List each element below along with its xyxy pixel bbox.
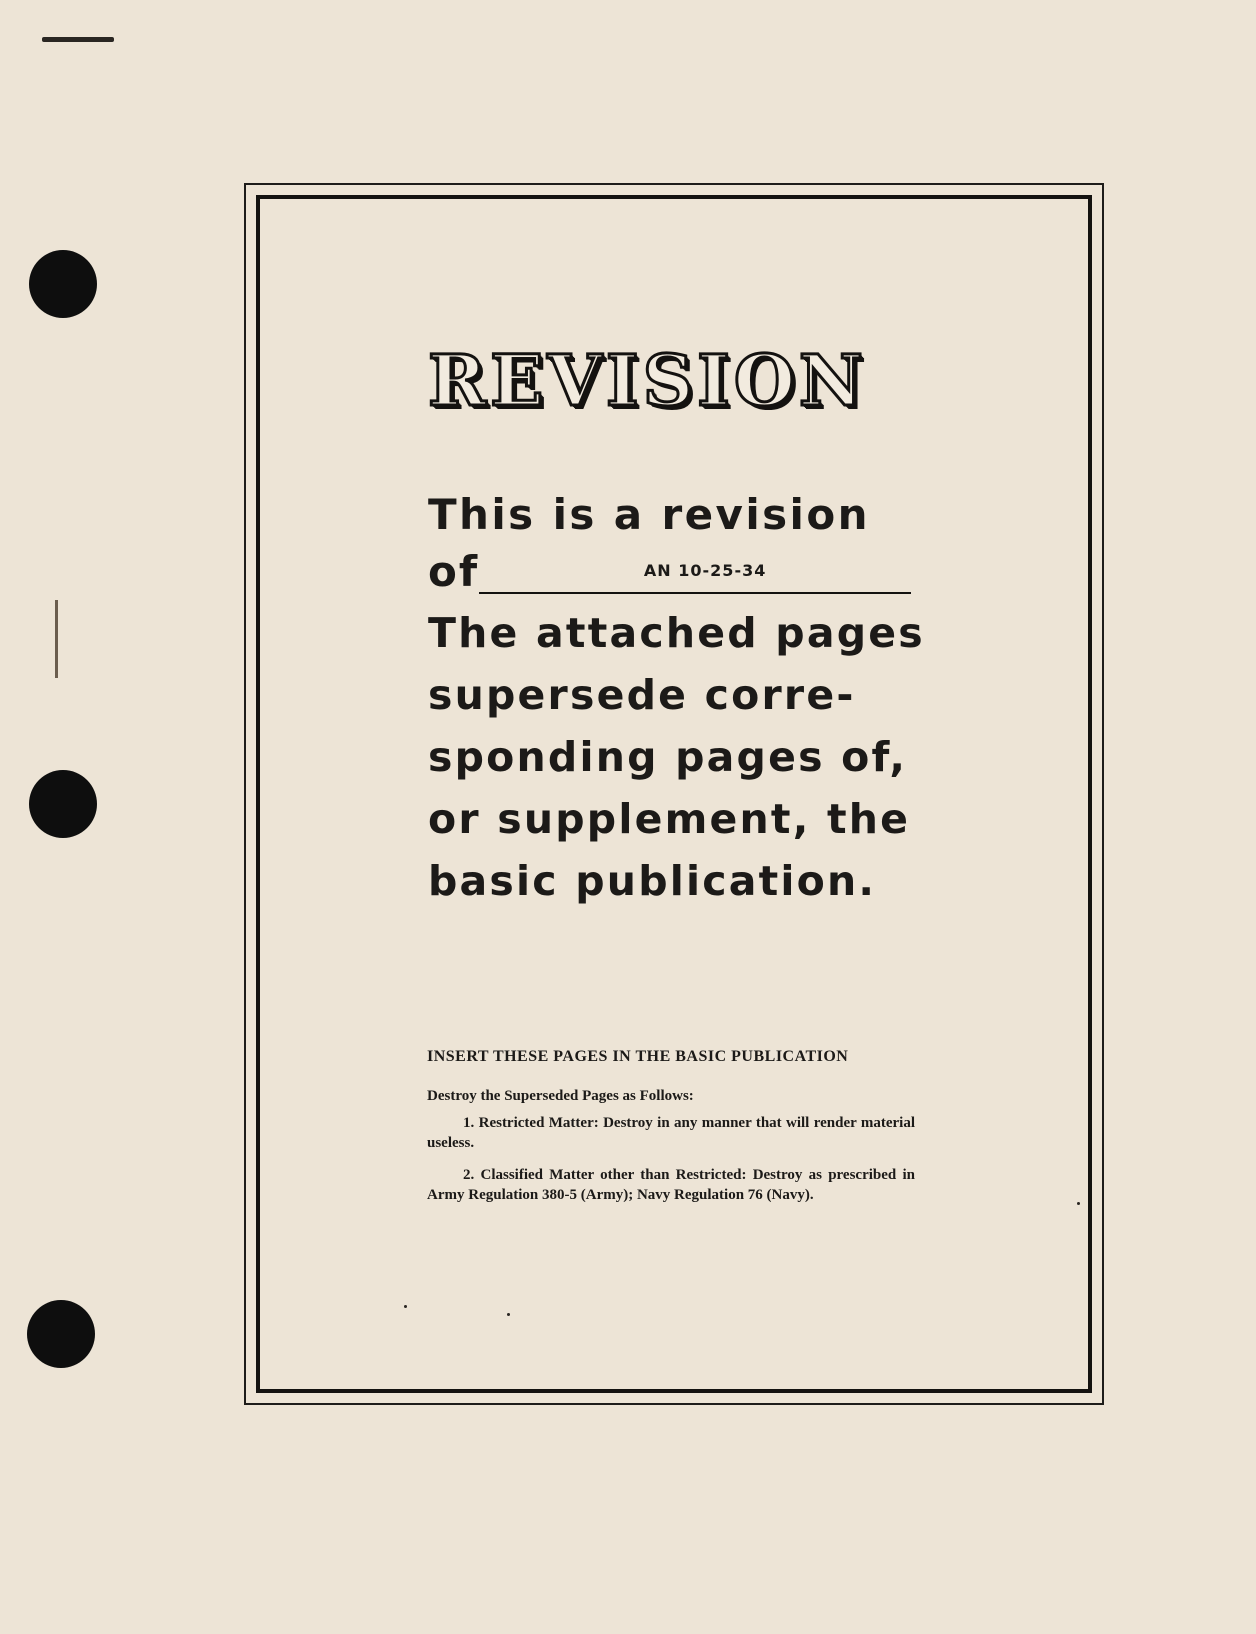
statement-line: or supplement, the [428,795,911,843]
paper-speck [404,1305,407,1308]
instruction-item: 1. Restricted Matter: Destroy in any manner that will render material useless. [427,1115,915,1151]
revision-of-row [428,546,918,598]
paper-speck [1077,1202,1080,1205]
paper-speck [507,1313,510,1316]
revision-statement: This is a revision [428,490,870,539]
statement-line: supersede corre- [428,671,856,719]
binder-hole-top [29,250,97,318]
statement-line: The attached pages [428,609,925,657]
binder-hole-bottom [27,1300,95,1368]
instruction-item: 2. Classified Matter other than Restricted: Destroy as prescribed in Army Regulation 380-5 (Army); Navy Regulation 76 (Navy). [427,1167,915,1203]
revision-notice [428,330,925,912]
destroy-heading: Destroy the Superseded Pages as Follows: [427,1088,694,1104]
statement-line: basic publication. [428,857,877,905]
top-edge-mark [42,37,114,42]
binding-mark [55,600,58,678]
publication-number: AN 10-25-34 [479,560,911,594]
supersede-statement [428,602,925,912]
of-label: of [428,547,480,596]
binder-hole-middle [29,770,97,838]
instructions-block [427,1048,917,1205]
statement-line: sponding pages of, [428,733,908,781]
page-title: REVISION [428,339,867,422]
insert-heading: INSERT THESE PAGES IN THE BASIC PUBLICATION [427,1048,849,1065]
